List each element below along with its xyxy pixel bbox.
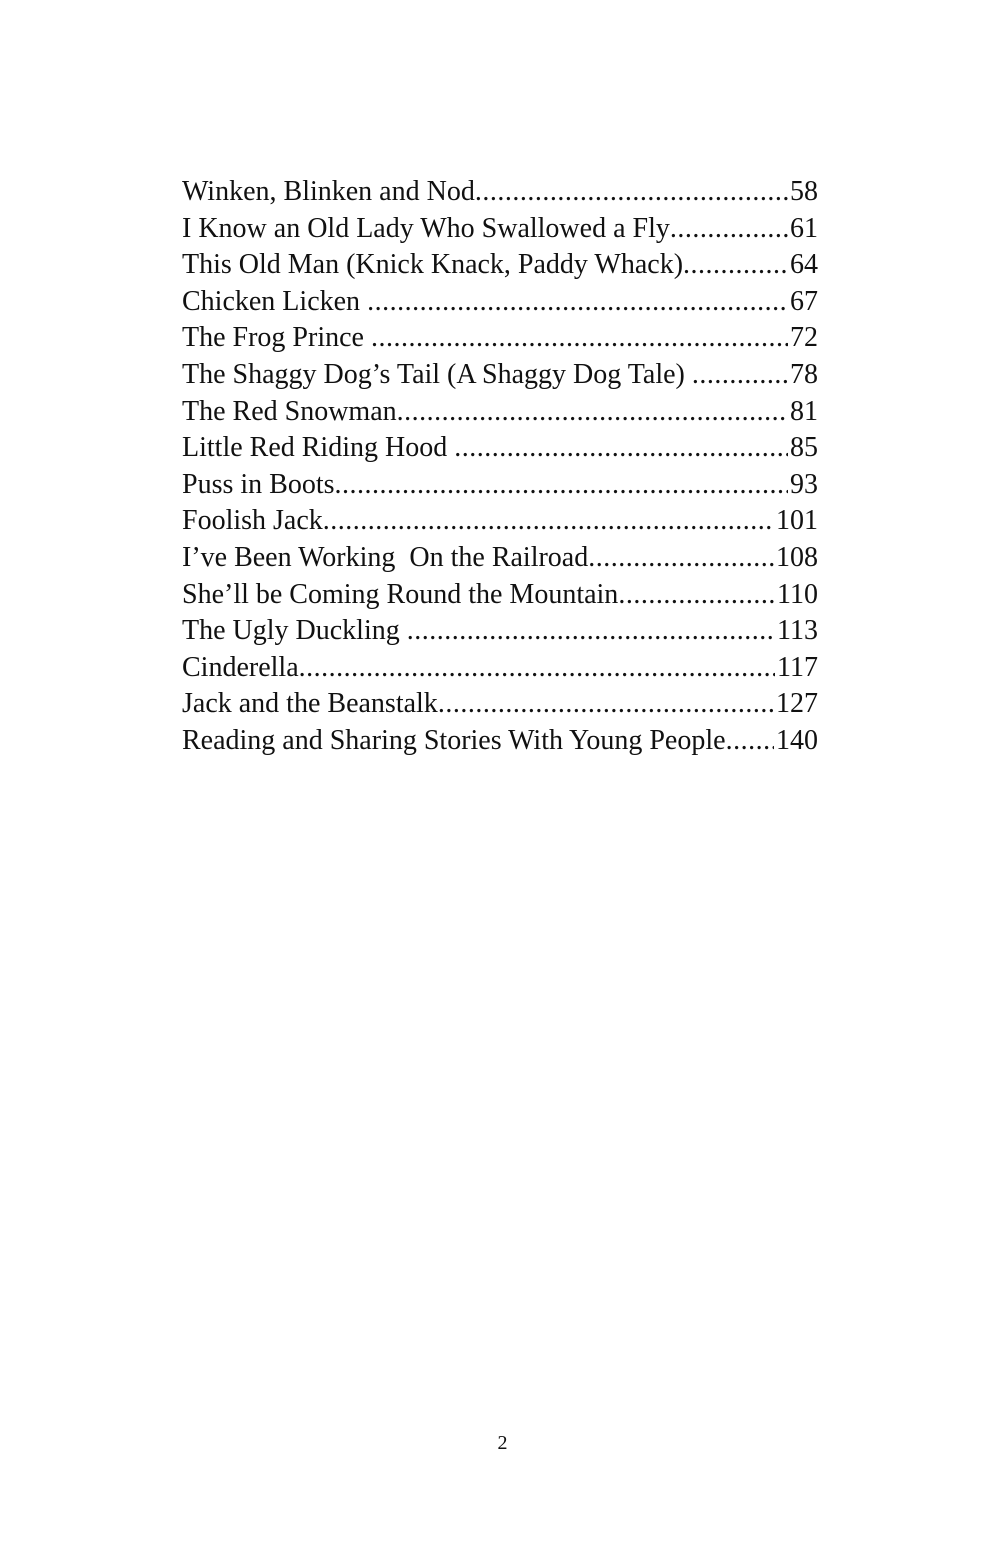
toc-entry-title: This Old Man (Knick Knack, Paddy Whack) [182,249,684,281]
toc-dot-leader [726,723,774,760]
toc-entry [182,211,818,248]
toc-entry [182,686,818,723]
toc-entry [182,247,818,284]
toc-entry-title: The Shaggy Dog’s Tail (A Shaggy Dog Tale) [182,358,692,390]
toc-entry [182,723,818,760]
toc-entry-title: Reading and Sharing Stories With Young People [182,724,726,756]
toc-entry [182,613,818,650]
toc-entry [182,394,818,431]
toc-entry [182,284,818,321]
toc-entry-title: The Ugly Duckling [182,615,407,647]
toc-dot-leader [670,211,788,248]
toc-entry-page: 140 [776,724,818,756]
toc-entry-title: Chicken Licken [182,285,368,317]
toc-entry-page: 67 [790,285,818,317]
toc-entry [182,467,818,504]
toc-entry-page: 110 [777,578,818,610]
toc-entry-page: 78 [790,358,818,390]
toc-dot-leader [588,540,774,577]
toc-entry [182,540,818,577]
toc-entry-page: 93 [790,468,818,500]
toc-entry-title: I Know an Old Lady Who Swallowed a Fly [182,212,670,244]
toc-dot-leader [367,284,788,321]
toc-dot-leader [371,320,788,357]
toc-entry-page: 127 [776,688,818,720]
toc-entry-title: Puss in Boots [182,468,335,500]
toc-dot-leader [454,430,788,467]
toc-entry-page: 101 [776,505,818,537]
toc-entry-title: Winken, Blinken and Nod [182,176,475,207]
toc-entry-title: The Frog Prince [182,322,371,354]
toc-dot-leader [618,577,775,614]
toc-entry-page: 108 [776,541,818,573]
toc-entry [182,577,818,614]
toc-dot-leader [335,467,789,504]
table-of-contents [182,174,818,760]
toc-entry-page: 81 [790,395,818,427]
toc-entry-page: 117 [777,651,818,683]
toc-dot-leader [323,503,774,540]
toc-entry-page: 64 [790,249,818,281]
toc-dot-leader [407,613,775,650]
toc-dot-leader [438,686,774,723]
toc-entry [182,357,818,394]
page-number: 2 [497,1432,508,1454]
toc-entry-title: The Red Snowman [182,395,397,427]
toc-entry-page: 61 [790,212,818,244]
toc-entry [182,320,818,357]
toc-entry-page: 58 [790,176,818,207]
toc-entry-title: Little Red Riding Hood [182,432,455,464]
toc-entry [182,430,818,467]
toc-entry-title: Cinderella [182,651,299,683]
toc-entry-title: I’ve Been Working On the Railroad [182,541,589,573]
toc-entry-title: Foolish Jack [182,505,323,537]
toc-entry-page: 72 [790,322,818,354]
toc-entry [182,650,818,687]
toc-entry-title: Jack and the Beanstalk [182,688,438,720]
toc-dot-leader [683,247,788,284]
toc-dot-leader [397,394,788,431]
toc-entry [182,174,818,211]
toc-entry-page: 113 [777,615,818,647]
toc-entry-page: 85 [790,432,818,464]
toc-entry [182,503,818,540]
toc-entry-title: She’ll be Coming Round the Mountain [182,578,619,610]
toc-dot-leader [299,650,775,687]
toc-dot-leader [692,357,788,394]
toc-dot-leader [475,174,788,211]
